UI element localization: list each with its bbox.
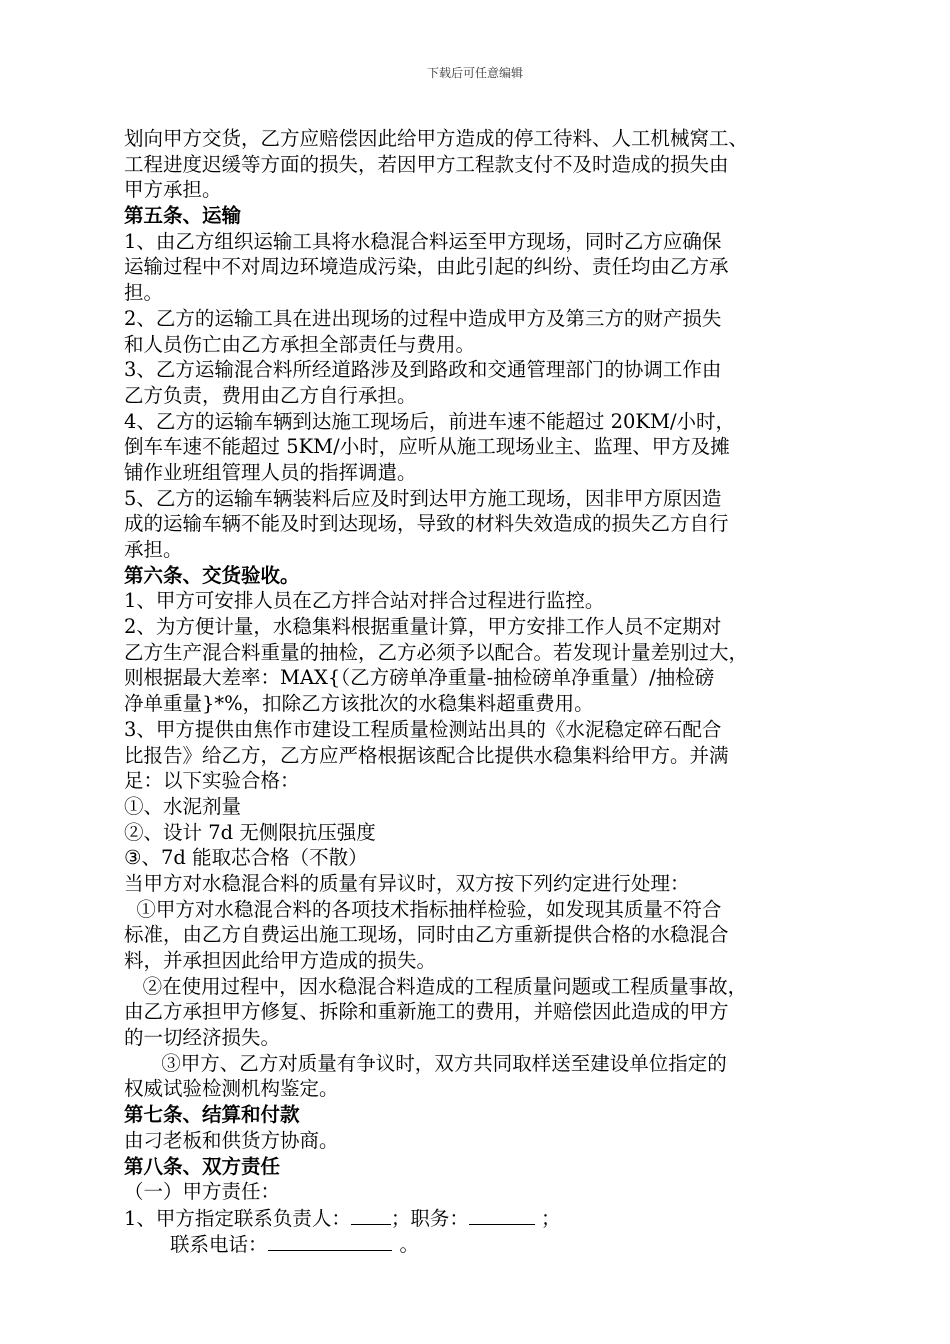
text-line: ①、水泥剂量 [124,794,242,818]
contact-person-line [124,1205,834,1231]
text-line: ②、设计 7d 无侧限抗压强度 [124,820,376,844]
phone-suffix: 。 [399,1232,420,1256]
text-line: ②在使用过程中，因水稳混合料造成的工程质量问题或工程质量事故， [124,974,748,998]
text-line: 3、乙方运输混合料所经道路涉及到路政和交通管理部门的协调工作由 [124,358,722,382]
text-line: 担。 [124,281,164,305]
text-line: 承担。 [124,538,183,561]
position-blank [469,1205,535,1225]
text-line: 成的运输车辆不能及时到达现场，导致的材料失效造成的损失乙方自行 [124,512,729,536]
position-suffix: ； [540,1206,561,1230]
text-line: 净单重量}*%，扣除乙方该批次的水稳集料超重费用。 [124,692,594,716]
text-line: 运输过程中不对周边环境造成污染，由此引起的纠纷、责任均由乙方承 [124,255,729,279]
contact-person-blank [351,1205,391,1225]
text-line: 2、乙方的运输工具在进出现场的过程中造成甲方及第三方的财产损失 [124,306,722,330]
text-line: 铺作业班组管理人员的指挥调遣。 [124,460,417,484]
text-line: 乙方负责，费用由乙方自行承担。 [124,383,417,407]
phone-blank [268,1231,392,1251]
text-line: 由乙方承担甲方修复、拆除和重新施工的费用，并赔偿因此造成的甲方 [124,1000,729,1024]
text-line: 当甲方对水稳混合料的质量有异议时，双方按下列约定进行处理： [124,871,690,895]
position-label: ；职务： [390,1206,469,1230]
text-line: 划向甲方交货，乙方应赔偿因此给甲方造成的停工待料、人工机械窝工、 [124,127,749,150]
text-line: 则根据最大差率：MAX{（乙方磅单净重量-抽检磅单净重量）/抽检磅 [124,666,715,690]
text-line: 2、为方便计量，水稳集料根据重量计算，甲方安排工作人员不定期对 [124,615,722,639]
section-heading: 第六条、交货验收。 [124,563,300,587]
text-line: （一）甲方责任： [124,1180,281,1204]
text-line: 和人员伤亡由乙方承担全部责任与费用。 [124,332,476,356]
text-line: 1、由乙方组织运输工具将水稳混合料运至甲方现场，同时乙方应确保 [124,229,722,253]
text-line: 甲方承担。 [124,178,222,202]
document-body [124,126,834,1256]
text-line: 倒车车速不能超过 5KM/小时，应听从施工现场业主、监理、甲方及摊 [124,435,730,459]
text-line: ①甲方对水稳混合料的各项技术指标抽样检验，如发现其质量不符合 [124,897,722,921]
text-line: 足：以下实验合格： [124,769,300,793]
text-line: 由刁老板和供货方协商。 [124,1128,339,1152]
text-line: 3、甲方提供由焦作市建设工程质量检测站出具的《水泥稳定碎石配合 [124,717,722,741]
phone-line [124,1231,834,1257]
text-line: ③甲方、乙方对质量有争议时，双方共同取样送至建设单位指定的 [124,1051,727,1075]
text-line: 标准，由乙方自费运出施工现场，同时由乙方重新提供合格的水稳混合 [124,923,729,947]
text-line: 乙方生产混合料重量的抽检，乙方必须予以配合。若发现计量差别过大， [124,640,749,664]
section-heading: 第八条、双方责任 [124,1154,281,1178]
paragraph-lines [124,126,834,1205]
text-line: 工程进度迟缓等方面的损失，若因甲方工程款支付不及时造成的损失由 [124,152,729,176]
text-line: 权威试验检测机构鉴定。 [124,1077,339,1101]
text-line: 5、乙方的运输车辆装料后应及时到达甲方施工现场，因非甲方原因造 [124,486,722,510]
text-line: 料，并承担因此给甲方造成的损失。 [124,949,437,972]
phone-label: 联系电话： [170,1232,268,1256]
text-line: ③、7d 能取芯合格（不散） [124,846,368,870]
text-line: 比报告》给乙方，乙方应严格根据该配合比提供水稳集料给甲方。并满 [124,743,729,767]
text-line: 1、甲方可安排人员在乙方拌合站对拌合过程进行监控。 [124,589,605,613]
text-line: 4、乙方的运输车辆到达施工现场后，前进车速不能超过 20KM/小时， [124,409,736,433]
section-heading: 第七条、结算和付款 [124,1103,300,1127]
page-header: 下载后可任意编辑 [426,66,523,80]
section-heading: 第五条、运输 [124,204,242,228]
contact-person-label: 1、甲方指定联系负责人： [124,1206,351,1230]
text-line: 的一切经济损失。 [124,1026,281,1050]
